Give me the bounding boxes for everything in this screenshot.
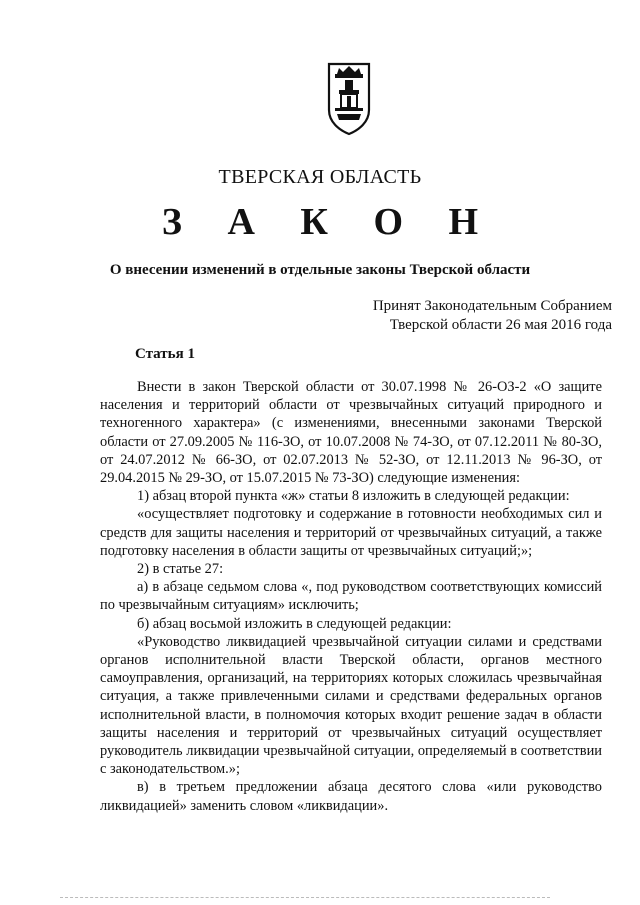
document-type-heading: З А К О Н [161,201,497,243]
law-title: О внесении изменений в отдельные законы Тверской области [109,262,531,278]
paragraph: а) в абзаце седьмом слова «, под руководством соответствующих комиссий по чрезвычайным ситуациям» исключить; [100,579,602,614]
paragraph: 2) в статье 27: [137,561,224,578]
paragraph: Внести в закон Тверской области от 30.07.1998 № 26-ОЗ-2 «О защите населения и территорий области от чрезвычайных ситуаций природного и техногенного характера» (с изменениями, внесенными законами Тверской области от 27.09.2005 № 116-ЗО, от 10.07.2008 № 74-ЗО, от 07.12.2011 № 80-ЗО, от 24.07.2012 № 66-ЗО, от 02.07.2013 № 52-ЗО, от 12.11.2013 № 96-ЗО, от 29.04.2015 № 29-ЗО, от 15.07.2015 № 73-ЗО) следующие изменения: [100,379,602,487]
coat-of-arms-emblem [325,60,373,136]
paragraph: «Руководство ликвидацией чрезвычайной ситуации силами и средствами органов исполнительной власти Тверской области, органов местного самоуправления, организаций, на территориях которых сложилась чрезвычайная ситуация, а также привлеченными силами и средствами федеральных органов исполнительной власти, в полномочия которых входит решение задач в области защиты населения и территорий от чрезвычайных ситуаций осуществляет руководитель ликвидации чрезвычайной ситуации, определяемый в соответствии с законодательством.»; [100,633,602,778]
article-heading: Статья 1 [135,346,195,362]
paragraph: б) абзац восьмой изложить в следующей редакции: [137,615,452,632]
paragraph: 1) абзац второй пункта «ж» статьи 8 изложить в следующей редакции: [137,488,570,505]
adoption-line-2: Тверской области 26 мая 2016 года [389,317,612,333]
adoption-note [373,297,612,335]
paragraph: в) в третьем предложении абзаца десятого слова «или руководство ликвидацией» заменить словом «ликвидации». [100,779,602,814]
page-bottom-edge [60,897,550,898]
region-name: ТВЕРСКАЯ ОБЛАСТЬ [218,166,422,188]
adoption-line-1: Принят Законодательным Собранием [372,298,612,314]
paragraph: «осуществляет подготовку и содержание в готовности необходимых сил и средств для защиты населения и территорий от чрезвычайных ситуаций, а также подготовку населения в области защиты от чрезвычайных ситуаций;»; [100,506,602,559]
article-body [100,378,602,815]
